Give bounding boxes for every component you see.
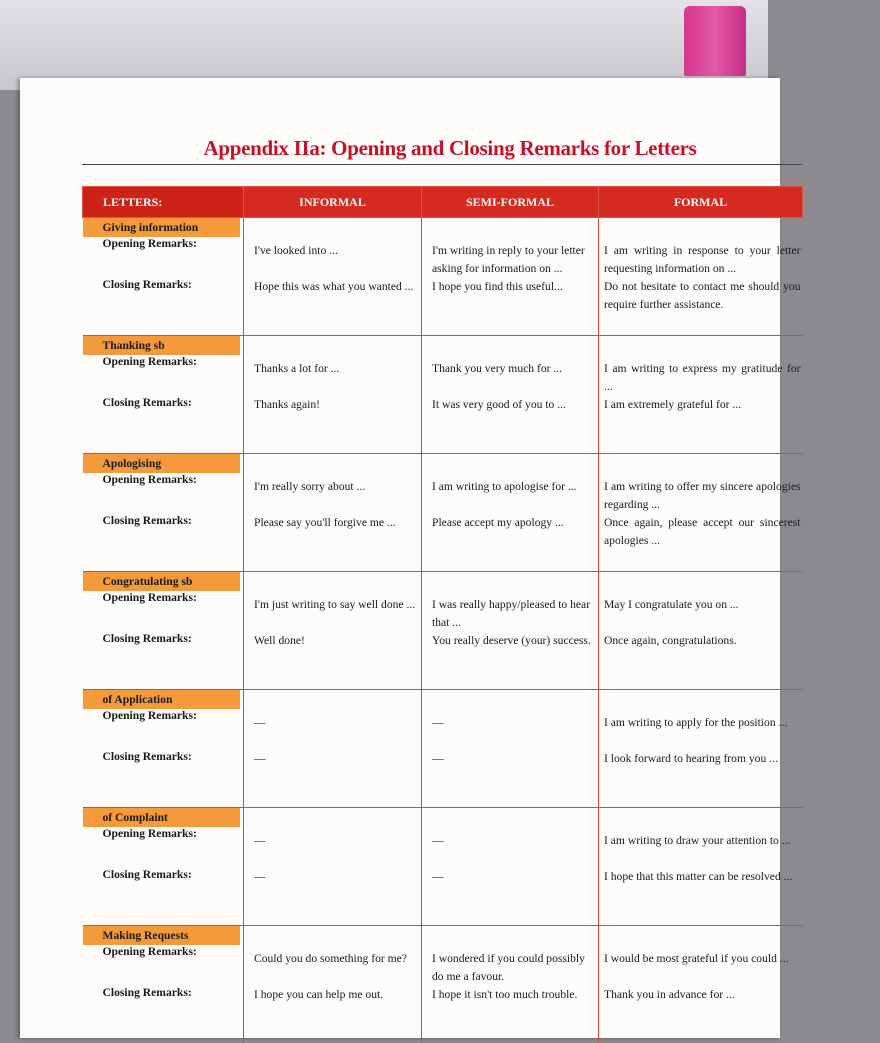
table-row (83, 926, 803, 987)
formal-cell (599, 986, 803, 1043)
formal-opening-text: I am writing to offer my sincere apologies regarding ... (599, 458, 803, 514)
table-row (83, 396, 803, 454)
table-row (83, 808, 803, 869)
table-row (83, 868, 803, 926)
semi-formal-cell (422, 336, 599, 397)
label-cell (83, 868, 244, 926)
formal-cell (599, 926, 803, 987)
semi-formal-closing-text: — (422, 868, 598, 886)
formal-cell (599, 218, 803, 279)
formal-closing-text: I am extremely grateful for ... (599, 396, 803, 414)
formal-opening-text: I would be most grateful if you could ... (599, 930, 803, 968)
informal-cell (244, 926, 422, 987)
closing-remarks-label: Closing Remarks: (83, 868, 244, 881)
semi-formal-cell (422, 218, 599, 279)
table-row (83, 336, 803, 397)
table-row (83, 278, 803, 336)
header-informal: INFORMAL (244, 187, 422, 218)
semi-formal-opening-text: I am writing to apologise for ... (422, 458, 598, 496)
closing-remarks-label: Closing Remarks: (83, 986, 244, 999)
label-cell (83, 986, 244, 1043)
informal-cell (244, 986, 422, 1043)
opening-remarks-label: Opening Remarks: (83, 709, 244, 722)
formal-opening-text: May I congratulate you on ... (599, 576, 803, 614)
informal-cell (244, 572, 422, 633)
informal-closing-text: — (244, 750, 421, 768)
category-label: Making Requests (83, 926, 240, 945)
formal-closing-text: Once again, please accept our sincerest apologies ... (599, 514, 803, 550)
informal-opening-text: — (244, 694, 421, 732)
informal-closing-text: I hope you can help me out. (244, 986, 421, 1004)
opening-remarks-label: Opening Remarks: (83, 473, 244, 486)
closing-remarks-label: Closing Remarks: (83, 632, 244, 645)
formal-opening-text: I am writing to express my gratitude for ... (599, 340, 803, 396)
label-cell (83, 750, 244, 808)
table-row (83, 218, 803, 279)
informal-closing-text: Well done! (244, 632, 421, 650)
semi-formal-closing-text: You really deserve (your) success. (422, 632, 598, 650)
informal-closing-text: Please say you'll forgive me ... (244, 514, 421, 532)
informal-cell (244, 218, 422, 279)
category-cell (83, 926, 244, 987)
category-cell (83, 336, 244, 397)
semi-formal-closing-text: I hope you find this useful... (422, 278, 598, 296)
opening-remarks-label: Opening Remarks: (83, 945, 244, 958)
category-cell (83, 690, 244, 751)
category-label: Thanking sb (83, 336, 240, 355)
informal-cell (244, 632, 422, 690)
page-title: Appendix IIa: Opening and Closing Remarks for Letters (20, 136, 880, 161)
semi-formal-cell (422, 278, 599, 336)
semi-formal-cell (422, 868, 599, 926)
informal-cell (244, 336, 422, 397)
category-label: of Application (83, 690, 240, 709)
label-cell (83, 514, 244, 572)
remarks-table (82, 186, 803, 1043)
opening-remarks-label: Opening Remarks: (83, 827, 244, 840)
semi-formal-closing-text: Please accept my apology ... (422, 514, 598, 532)
table-row (83, 750, 803, 808)
formal-closing-text: I hope that this matter can be resolved ... (599, 868, 803, 886)
category-label: of Complaint (83, 808, 240, 827)
title-divider (82, 164, 802, 165)
document-page (20, 78, 780, 1038)
formal-cell (599, 808, 803, 869)
category-cell (83, 218, 244, 279)
semi-formal-cell (422, 514, 599, 572)
semi-formal-cell (422, 986, 599, 1043)
informal-cell (244, 808, 422, 869)
closing-remarks-label: Closing Remarks: (83, 396, 244, 409)
table-header-row (83, 187, 803, 218)
semi-formal-cell (422, 454, 599, 515)
semi-formal-cell (422, 750, 599, 808)
informal-cell (244, 278, 422, 336)
informal-opening-text: Could you do something for me? (244, 930, 421, 968)
formal-opening-text: I am writing to apply for the position ... (599, 694, 803, 732)
informal-cell (244, 750, 422, 808)
category-cell (83, 454, 244, 515)
opening-remarks-label: Opening Remarks: (83, 591, 244, 604)
semi-formal-closing-text: I hope it isn't too much trouble. (422, 986, 598, 1004)
label-cell (83, 632, 244, 690)
informal-opening-text: — (244, 812, 421, 850)
highlighter-marker (684, 6, 746, 76)
table-row (83, 690, 803, 751)
table-row (83, 454, 803, 515)
formal-cell (599, 868, 803, 926)
informal-cell (244, 868, 422, 926)
table-row (83, 572, 803, 633)
informal-closing-text: Thanks again! (244, 396, 421, 414)
desk-background (0, 0, 768, 90)
semi-formal-cell (422, 690, 599, 751)
category-label: Congratulating sb (83, 572, 240, 591)
informal-cell (244, 690, 422, 751)
header-letters: LETTERS: (83, 187, 244, 218)
formal-cell (599, 750, 803, 808)
header-semi-formal: SEMI-FORMAL (422, 187, 599, 218)
formal-closing-text: Once again, congratulations. (599, 632, 803, 650)
informal-cell (244, 454, 422, 515)
semi-formal-cell (422, 926, 599, 987)
semi-formal-opening-text: — (422, 812, 598, 850)
header-formal: FORMAL (599, 187, 803, 218)
table-row (83, 632, 803, 690)
opening-remarks-label: Opening Remarks: (83, 237, 244, 250)
formal-cell (599, 396, 803, 454)
formal-cell (599, 514, 803, 572)
formal-cell (599, 336, 803, 397)
informal-cell (244, 514, 422, 572)
table-body (83, 218, 803, 1043)
formal-opening-text: I am writing to draw your attention to ... (599, 812, 803, 850)
category-cell (83, 808, 244, 869)
formal-opening-text: I am writing in response to your letter requesting information on ... (599, 222, 803, 278)
informal-opening-text: I'm really sorry about ... (244, 458, 421, 496)
category-label: Apologising (83, 454, 240, 473)
closing-remarks-label: Closing Remarks: (83, 514, 244, 527)
semi-formal-closing-text: — (422, 750, 598, 768)
semi-formal-cell (422, 396, 599, 454)
semi-formal-opening-text: — (422, 694, 598, 732)
category-label: Giving information (83, 218, 240, 237)
label-cell (83, 396, 244, 454)
informal-opening-text: I've looked into ... (244, 222, 421, 260)
category-cell (83, 572, 244, 633)
formal-cell (599, 690, 803, 751)
formal-cell (599, 278, 803, 336)
semi-formal-cell (422, 808, 599, 869)
formal-closing-text: Do not hesitate to contact me should you require further assistance. (599, 278, 803, 314)
table-row (83, 514, 803, 572)
opening-remarks-label: Opening Remarks: (83, 355, 244, 368)
label-cell (83, 278, 244, 336)
formal-closing-text: I look forward to hearing from you ... (599, 750, 803, 768)
formal-cell (599, 572, 803, 633)
semi-formal-opening-text: I'm writing in reply to your letter asking for information on ... (422, 222, 598, 278)
informal-closing-text: Hope this was what you wanted ... (244, 278, 421, 296)
informal-cell (244, 396, 422, 454)
semi-formal-opening-text: I was really happy/pleased to hear that ... (422, 576, 598, 632)
semi-formal-opening-text: I wondered if you could possibly do me a favour. (422, 930, 598, 986)
informal-closing-text: — (244, 868, 421, 886)
formal-cell (599, 454, 803, 515)
semi-formal-closing-text: It was very good of you to ... (422, 396, 598, 414)
table-row (83, 986, 803, 1043)
informal-opening-text: I'm just writing to say well done ... (244, 576, 421, 614)
formal-closing-text: Thank you in advance for ... (599, 986, 803, 1004)
semi-formal-opening-text: Thank you very much for ... (422, 340, 598, 378)
closing-remarks-label: Closing Remarks: (83, 278, 244, 291)
informal-opening-text: Thanks a lot for ... (244, 340, 421, 378)
semi-formal-cell (422, 572, 599, 633)
semi-formal-cell (422, 632, 599, 690)
formal-cell (599, 632, 803, 690)
closing-remarks-label: Closing Remarks: (83, 750, 244, 763)
